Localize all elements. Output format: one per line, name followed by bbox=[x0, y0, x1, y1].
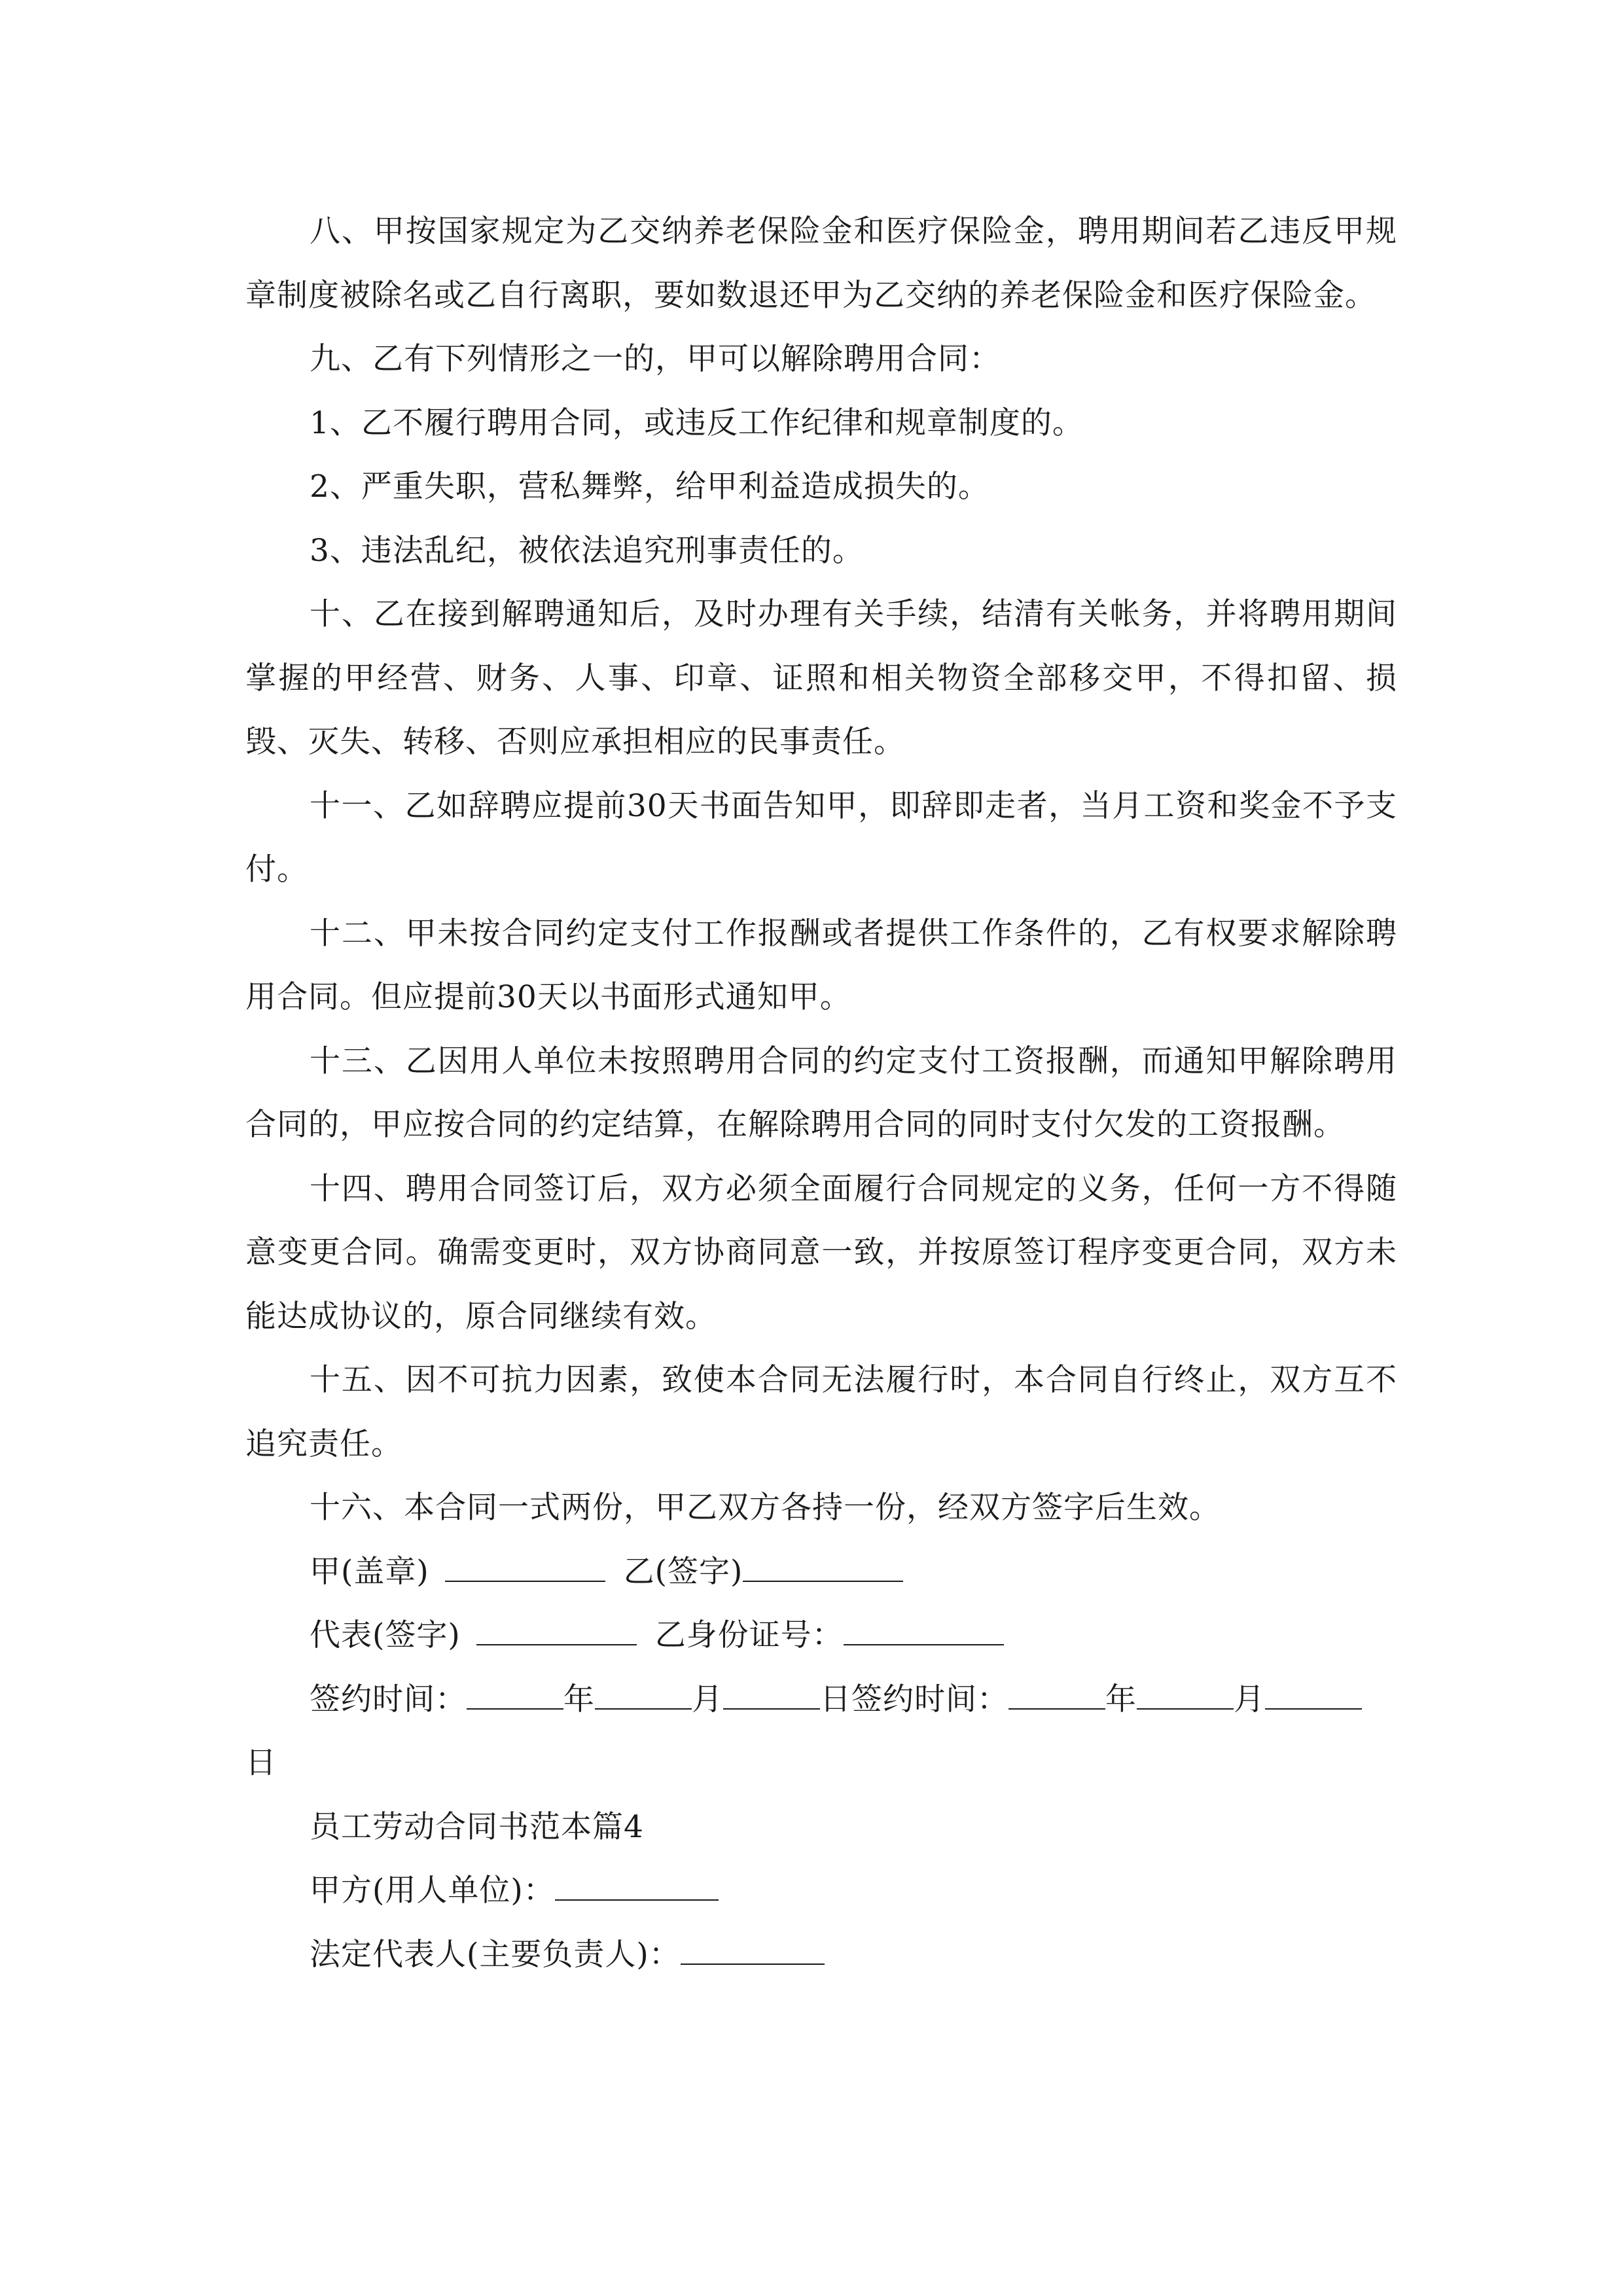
signature-row-1 bbox=[245, 1540, 1397, 1604]
signature-day-label: 日 bbox=[245, 1745, 277, 1781]
clause-12: 十二、甲未按合同约定支付工作报酬或者提供工作条件的，乙有权要求解除聘用合同。但应提前30天以书面形式通知甲。 bbox=[245, 915, 1397, 1015]
clause-15: 十五、因不可抗力因素，致使本合同无法履行时，本合同自行终止，双方互不追究责任。 bbox=[245, 1362, 1397, 1462]
clause-9-item-2: 2、严重失职，营私舞弊，给甲利益造成损失的。 bbox=[310, 469, 990, 505]
clause-9-item-1: 1、乙不履行聘用合同，或违反工作纪律和规章制度的。 bbox=[310, 404, 1084, 441]
month-label-a: 月 bbox=[692, 1681, 723, 1717]
clause-9-item-3: 3、违法乱纪，被依法追究刑事责任的。 bbox=[310, 532, 864, 569]
party-b-sign-label: 乙(签字) bbox=[623, 1553, 743, 1590]
year-label-b: 年 bbox=[1105, 1681, 1137, 1717]
clause-16: 十六、本合同一式两份，甲乙双方各持一份，经双方签字后生效。 bbox=[310, 1490, 1221, 1526]
month-label-b: 月 bbox=[1234, 1681, 1265, 1717]
employer-blank[interactable] bbox=[555, 1873, 719, 1901]
sign-month-blank-a[interactable] bbox=[595, 1682, 692, 1710]
day-sign-time-label: 日签约时间： bbox=[820, 1681, 1008, 1717]
sign-time-label: 签约时间： bbox=[310, 1681, 467, 1717]
party-a-seal-label: 甲(盖章) bbox=[310, 1553, 429, 1590]
signature-row-2 bbox=[245, 1604, 1397, 1668]
sign-day-blank-b[interactable] bbox=[1265, 1682, 1362, 1710]
party-b-sign-blank[interactable] bbox=[743, 1554, 903, 1582]
sign-year-blank-b[interactable] bbox=[1008, 1682, 1105, 1710]
legal-rep-blank[interactable] bbox=[681, 1937, 825, 1965]
legal-rep-label: 法定代表人(主要负责人)： bbox=[310, 1936, 681, 1973]
employer-label: 甲方(用人单位)： bbox=[310, 1873, 555, 1909]
legal-rep-row bbox=[245, 1923, 1397, 1987]
signature-row-3 bbox=[245, 1668, 1397, 1732]
rep-sign-blank[interactable] bbox=[476, 1618, 637, 1645]
rep-sign-label: 代表(签字) bbox=[310, 1617, 461, 1653]
clause-14: 十四、聘用合同签订后，双方必须全面履行合同规定的义务，任何一方不得随意变更合同。确需变更时，双方协商同意一致，并按原签订程序变更合同，双方未能达成协议的，原合同继续有效。 bbox=[245, 1170, 1397, 1335]
section-title: 员工劳动合同书范本篇4 bbox=[310, 1808, 644, 1845]
sign-year-blank-a[interactable] bbox=[467, 1682, 563, 1710]
clause-13: 十三、乙因用人单位未按照聘用合同的约定支付工资报酬，而通知甲解除聘用合同的，甲应按合同的约定结算，在解除聘用合同的同时支付欠发的工资报酬。 bbox=[245, 1043, 1397, 1143]
clause-9: 九、乙有下列情形之一的，甲可以解除聘用合同： bbox=[310, 341, 1001, 377]
clause-8: 八、甲按国家规定为乙交纳养老保险金和医疗保险金，聘用期间若乙违反甲规章制度被除名或乙自行离职，要如数退还甲为乙交纳的养老保险金和医疗保险金。 bbox=[245, 213, 1397, 314]
contract-body bbox=[245, 200, 1397, 1986]
clause-10: 十、乙在接到解聘通知后，及时办理有关手续，结清有关帐务，并将聘用期间掌握的甲经营、财务、人事、印章、证照和相关物资全部移交甲，不得扣留、损毁、灭失、转移、否则应承担相应的民事责任。 bbox=[245, 596, 1397, 760]
party-b-id-label: 乙身份证号： bbox=[654, 1617, 844, 1653]
sign-day-blank-a[interactable] bbox=[723, 1682, 820, 1710]
clause-11: 十一、乙如辞聘应提前30天书面告知甲，即辞即走者，当月工资和奖金不予支付。 bbox=[245, 787, 1397, 888]
employer-row bbox=[245, 1859, 1397, 1923]
sign-month-blank-b[interactable] bbox=[1137, 1682, 1234, 1710]
party-a-seal-blank[interactable] bbox=[445, 1554, 605, 1582]
party-b-id-blank[interactable] bbox=[844, 1618, 1004, 1645]
year-label-a: 年 bbox=[563, 1681, 595, 1717]
